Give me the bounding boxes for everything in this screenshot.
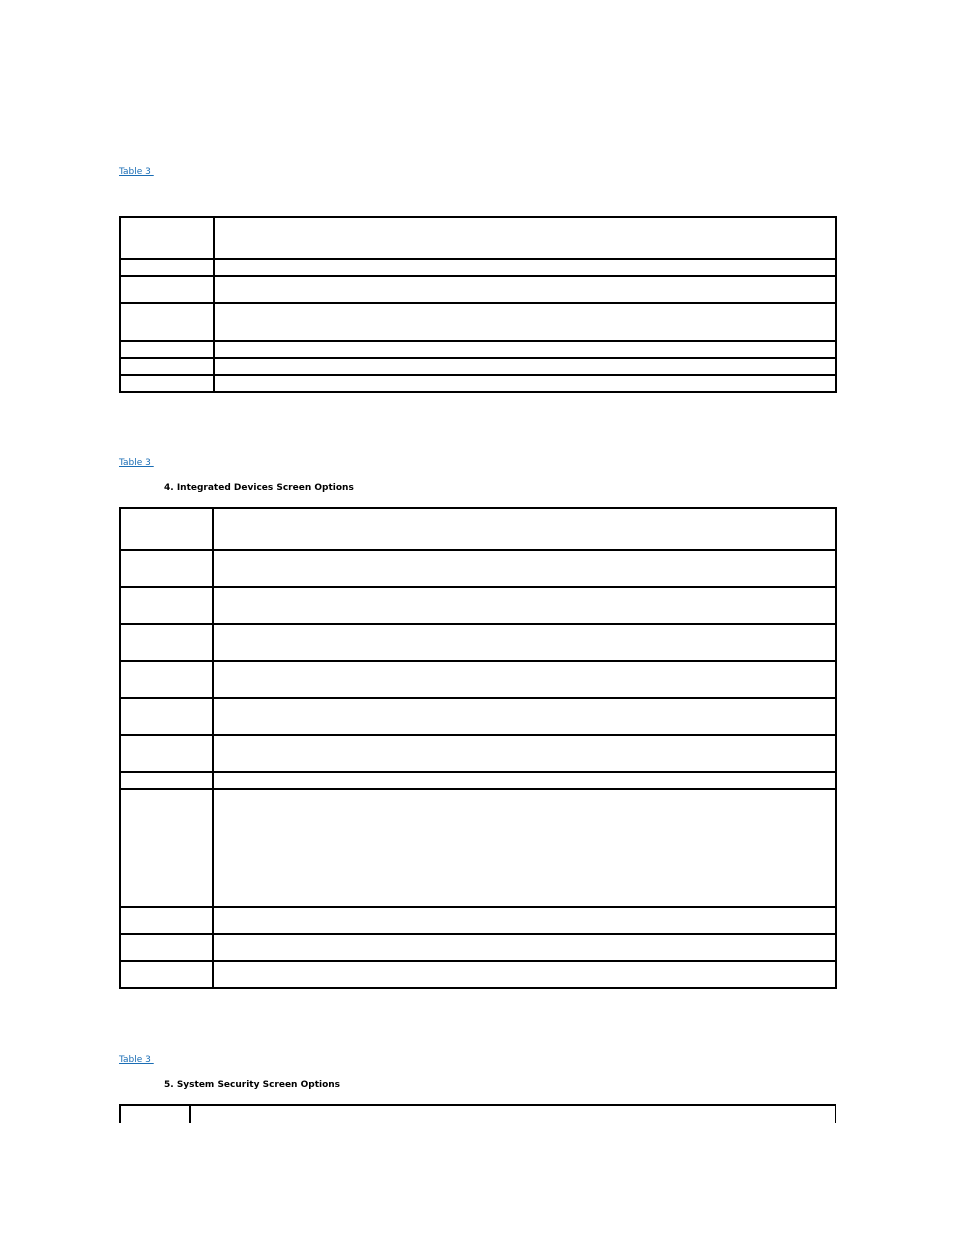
table-cell xyxy=(120,375,214,392)
table-row xyxy=(120,772,836,789)
table-cell xyxy=(213,698,836,735)
table-cell xyxy=(120,276,214,303)
table-cell xyxy=(214,358,836,375)
table-cell xyxy=(213,661,836,698)
table-cell xyxy=(213,624,836,661)
table-cell xyxy=(120,587,213,624)
table-cell xyxy=(120,934,213,961)
table-cell xyxy=(120,259,214,276)
table-row xyxy=(120,358,836,375)
table-row xyxy=(120,934,836,961)
table-3-link-top[interactable]: Table 3 xyxy=(119,167,154,177)
table-row xyxy=(120,259,836,276)
table-row xyxy=(120,550,836,587)
table-cell xyxy=(214,341,836,358)
table-row xyxy=(120,375,836,392)
table-cell xyxy=(214,217,836,259)
table-cell xyxy=(120,358,214,375)
table-3-link-bottom[interactable]: Table 3 xyxy=(119,1055,154,1065)
table-row xyxy=(120,341,836,358)
table-cell xyxy=(120,1105,190,1123)
table-cell xyxy=(120,217,214,259)
table-cell xyxy=(213,735,836,772)
table-row xyxy=(120,276,836,303)
table-cell xyxy=(120,907,213,934)
system-security-table xyxy=(119,1104,836,1123)
table-cell xyxy=(120,661,213,698)
table-row xyxy=(120,217,836,259)
table-row xyxy=(120,698,836,735)
table-cell xyxy=(213,508,836,550)
table-cell xyxy=(120,961,213,988)
integrated-devices-caption: 4. Integrated Devices Screen Options xyxy=(164,483,354,493)
table-row xyxy=(120,961,836,988)
table-cell xyxy=(120,550,213,587)
table-cell xyxy=(214,259,836,276)
table-row xyxy=(120,1105,836,1123)
table-row xyxy=(120,661,836,698)
table-cell xyxy=(214,303,836,341)
table-cell xyxy=(120,303,214,341)
table-row xyxy=(120,587,836,624)
system-security-table-clip xyxy=(119,1104,836,1123)
table-cell xyxy=(213,934,836,961)
table-cell xyxy=(214,375,836,392)
table-cell xyxy=(214,276,836,303)
table-cell xyxy=(120,698,213,735)
system-security-caption: 5. System Security Screen Options xyxy=(164,1080,341,1090)
table-cell xyxy=(190,1105,836,1123)
table-cell xyxy=(120,772,213,789)
table-cell xyxy=(120,789,213,907)
table-cell xyxy=(213,550,836,587)
table-cell xyxy=(120,341,214,358)
table-3-top xyxy=(119,216,837,393)
integrated-devices-table xyxy=(119,507,837,989)
table-row xyxy=(120,624,836,661)
table-cell xyxy=(213,907,836,934)
table-3-link-middle[interactable]: Table 3 xyxy=(119,458,154,468)
table-cell xyxy=(213,961,836,988)
table-cell xyxy=(120,735,213,772)
table-cell xyxy=(213,789,836,907)
table-row xyxy=(120,907,836,934)
table-cell xyxy=(213,772,836,789)
table-row xyxy=(120,789,836,907)
table-row xyxy=(120,735,836,772)
table-cell xyxy=(120,508,213,550)
table-cell xyxy=(120,624,213,661)
table-cell xyxy=(213,587,836,624)
table-row xyxy=(120,508,836,550)
table-row xyxy=(120,303,836,341)
